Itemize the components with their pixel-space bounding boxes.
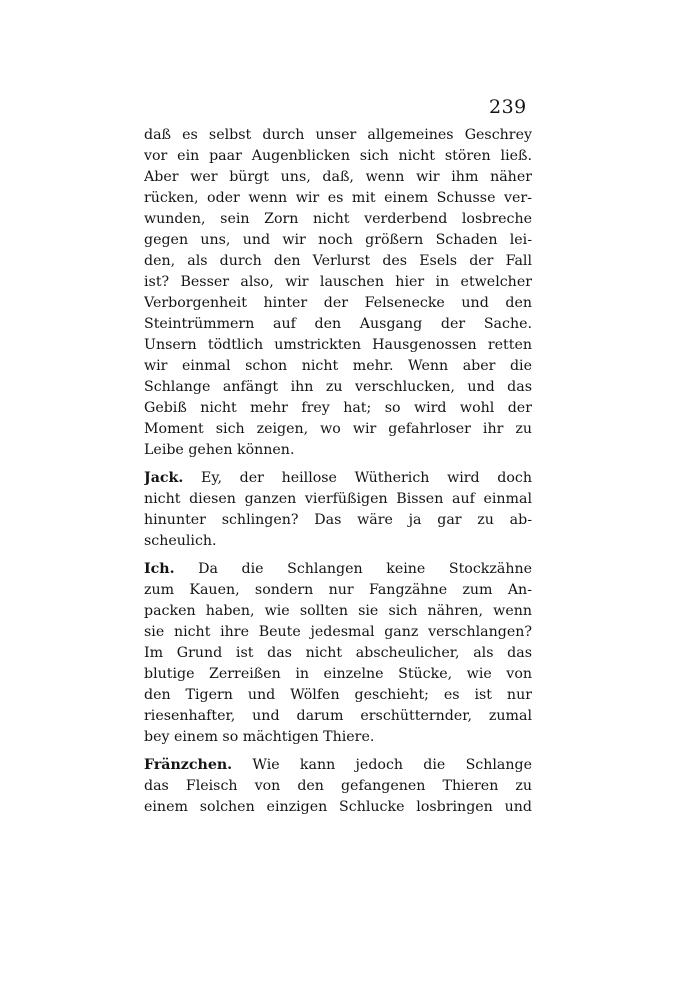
text-line: den Tigern und Wölfen geschieht; es ist nur xyxy=(144,687,532,703)
body-text xyxy=(144,125,532,818)
text-line: Unsern tödtlich umstrickten Hausgenossen retten xyxy=(144,337,532,353)
text-line: zum Kauen, sondern nur Fangzähne zum An- xyxy=(144,582,532,598)
text-line: Im Grund ist das nicht abscheulicher, als das xyxy=(144,645,532,661)
text-line: hinunter schlingen? Das wäre ja gar zu ab- xyxy=(144,512,532,528)
text-line: Steintrümmern auf den Ausgang der Sache. xyxy=(144,316,532,332)
speech-text: Ey, der heillose Wütherich wird doch xyxy=(201,470,532,486)
text-line: packen haben, wie sollten sie sich nähren, wenn xyxy=(144,603,532,619)
text-line: vor ein paar Augenblicken sich nicht stören ließ. xyxy=(144,148,532,164)
speaker-name: Jack. xyxy=(144,470,184,486)
text-line: Moment sich zeigen, wo wir gefahrloser ihr zu xyxy=(144,421,532,437)
text-line: blutige Zerreißen in einzelne Stücke, wie von xyxy=(144,666,532,682)
page-number: 239 xyxy=(489,96,527,118)
dialogue-line xyxy=(144,468,532,489)
text-line: das Fleisch von den gefangenen Thieren zu xyxy=(144,778,532,794)
text-line: sie nicht ihre Beute jedesmal ganz verschlangen? xyxy=(144,624,532,640)
text-line: nicht diesen ganzen vierfüßigen Bissen auf einmal xyxy=(144,491,532,507)
text-line: daß es selbst durch unser allgemeines Geschrey xyxy=(144,127,532,143)
dialogue-line xyxy=(144,559,532,580)
text-line: den, als durch den Verlurst des Esels der Fall xyxy=(144,253,532,269)
text-line: Verborgenheit hinter der Felsenecke und den xyxy=(144,295,532,311)
text-line: Gebiß nicht mehr frey hat; so wird wohl der xyxy=(144,400,532,416)
text-line: Leibe gehen können. xyxy=(144,442,295,458)
text-line: riesenhafter, und darum erschütternder, zumal xyxy=(144,708,532,724)
text-line: scheulich. xyxy=(144,533,217,549)
text-line: gegen uns, und wir noch größern Schaden lei- xyxy=(144,232,532,248)
text-line: ist? Besser also, wir lauschen hier in etwelcher xyxy=(144,274,532,290)
text-line: wunden, sein Zorn nicht verderbend losbreche xyxy=(144,211,532,227)
text-line: wir einmal schon nicht mehr. Wenn aber die xyxy=(144,358,532,374)
text-line: Aber wer bürgt uns, daß, wenn wir ihm näher xyxy=(144,169,532,185)
speaker-name: Ich. xyxy=(144,561,175,577)
text-line: bey einem so mächtigen Thiere. xyxy=(144,729,375,745)
speech-text: Wie kann jedoch die Schlange xyxy=(252,757,532,773)
text-line: einem solchen einzigen Schlucke losbringen und xyxy=(144,799,532,815)
speech-text: Da die Schlangen keine Stockzähne xyxy=(198,561,532,577)
text-line: Schlange anfängt ihn zu verschlucken, und das xyxy=(144,379,532,395)
speaker-name: Fränzchen. xyxy=(144,757,233,773)
dialogue-line xyxy=(144,755,532,776)
text-line: rücken, oder wenn wir es mit einem Schusse ver- xyxy=(144,190,532,206)
